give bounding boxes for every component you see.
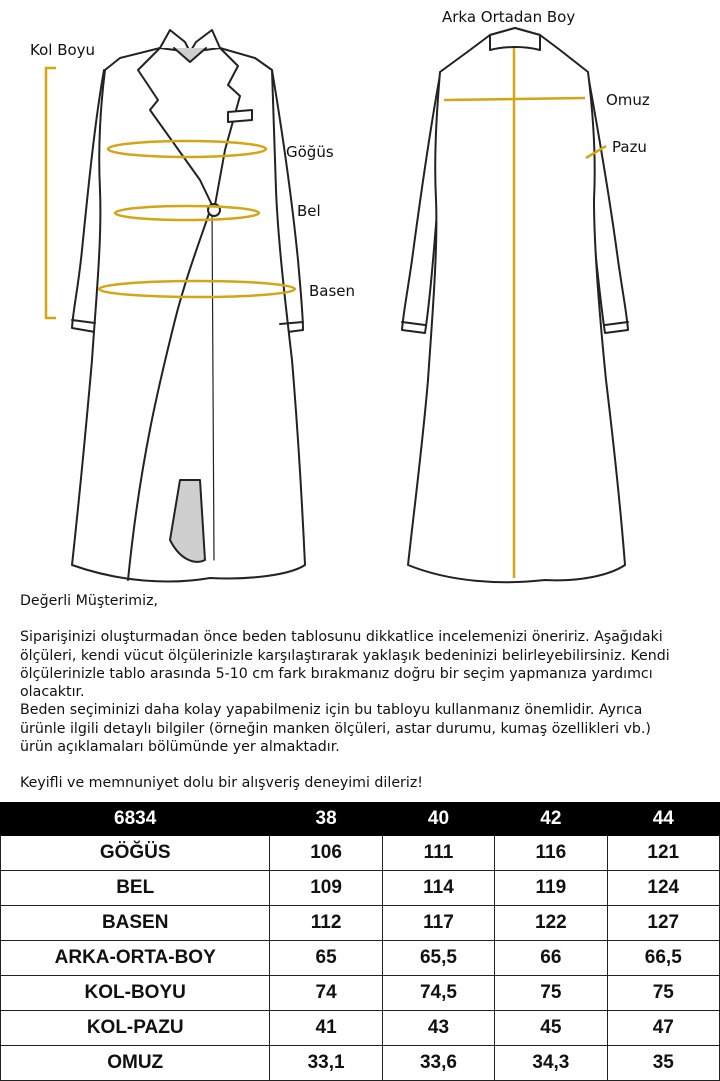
cell: 116 xyxy=(495,836,607,871)
cell: 34,3 xyxy=(495,1046,607,1081)
cell: 127 xyxy=(607,906,719,941)
row-label: GÖĞÜS xyxy=(1,836,270,871)
table-row xyxy=(1,1046,720,1081)
row-label: ARKA-ORTA-BOY xyxy=(1,941,270,976)
intro-line: Beden seçiminizi daha kolay yapabilmeniz için bu tabloyu kullanmanız önemlidir. Ayrıca xyxy=(20,702,643,719)
header-size: 44 xyxy=(607,803,719,836)
table-row xyxy=(1,836,720,871)
cell: 65 xyxy=(270,941,382,976)
row-label: KOL-PAZU xyxy=(1,1011,270,1046)
row-label: BEL xyxy=(1,871,270,906)
cell: 74 xyxy=(270,976,382,1011)
row-label: BASEN xyxy=(1,906,270,941)
cell: 75 xyxy=(607,976,719,1011)
omuz-label: Omuz xyxy=(606,91,650,109)
intro-text xyxy=(20,592,710,793)
table-header-row xyxy=(1,803,720,836)
arka-orta-boy-label: Arka Ortadan Boy xyxy=(442,8,576,26)
cell: 66,5 xyxy=(607,941,719,976)
cell: 111 xyxy=(382,836,494,871)
intro-line: ölçüleri, kendi vücut ölçülerinizle karşılaştırarak yaklaşık bedeninizi belirleyebilirsiniz. Kendi xyxy=(20,647,670,664)
cell: 114 xyxy=(382,871,494,906)
table-row xyxy=(1,871,720,906)
intro-line: ürün açıklamaları bölümünde yer almaktadır. xyxy=(20,739,340,756)
intro-line: ürünle ilgili detaylı bilgiler (örneğin manken ölçüleri, astar durumu, kumaş özellikleri vb.) xyxy=(20,720,651,737)
header-size: 40 xyxy=(382,803,494,836)
cell: 43 xyxy=(382,1011,494,1046)
front-coat-drawing xyxy=(72,30,305,582)
table-row xyxy=(1,976,720,1011)
basen-label: Basen xyxy=(309,282,356,300)
gogus-label: Göğüs xyxy=(286,143,334,161)
cell: 33,1 xyxy=(270,1046,382,1081)
cell: 65,5 xyxy=(382,941,494,976)
greeting: Değerli Müşterimiz, xyxy=(20,593,159,609)
cell: 66 xyxy=(495,941,607,976)
intro-line: ölçülerinizle tablo arasında 5-10 cm fark bırakmanız doğru bir seçim yapmanıza yardımcı xyxy=(20,665,653,682)
cell: 124 xyxy=(607,871,719,906)
cell: 35 xyxy=(607,1046,719,1081)
table-row xyxy=(1,941,720,976)
cell: 33,6 xyxy=(382,1046,494,1081)
cell: 74,5 xyxy=(382,976,494,1011)
cell: 117 xyxy=(382,906,494,941)
header-size: 42 xyxy=(495,803,607,836)
table-row xyxy=(1,906,720,941)
size-table xyxy=(0,802,720,1081)
cell: 41 xyxy=(270,1011,382,1046)
cell: 45 xyxy=(495,1011,607,1046)
kol-boyu-label: Kol Boyu xyxy=(30,41,96,59)
bel-label: Bel xyxy=(297,202,321,220)
cell: 47 xyxy=(607,1011,719,1046)
cell: 121 xyxy=(607,836,719,871)
cell: 119 xyxy=(495,871,607,906)
pazu-label: Pazu xyxy=(612,138,647,156)
intro-line: olacaktır. xyxy=(20,684,85,701)
cell: 106 xyxy=(270,836,382,871)
intro-line: Siparişinizi oluşturmadan önce beden tablosunu dikkatlice incelemenizi öneririz. Aşağıdaki xyxy=(20,629,663,646)
header-size: 38 xyxy=(270,803,382,836)
row-label: KOL-BOYU xyxy=(1,976,270,1011)
table-row xyxy=(1,1011,720,1046)
cell: 109 xyxy=(270,871,382,906)
cell: 122 xyxy=(495,906,607,941)
row-label: OMUZ xyxy=(1,1046,270,1081)
closing: Keyifli ve memnuniyet dolu bir alışveriş deneyimi dileriz! xyxy=(20,775,423,792)
header-model: 6834 xyxy=(1,803,270,836)
cell: 112 xyxy=(270,906,382,941)
cell: 75 xyxy=(495,976,607,1011)
